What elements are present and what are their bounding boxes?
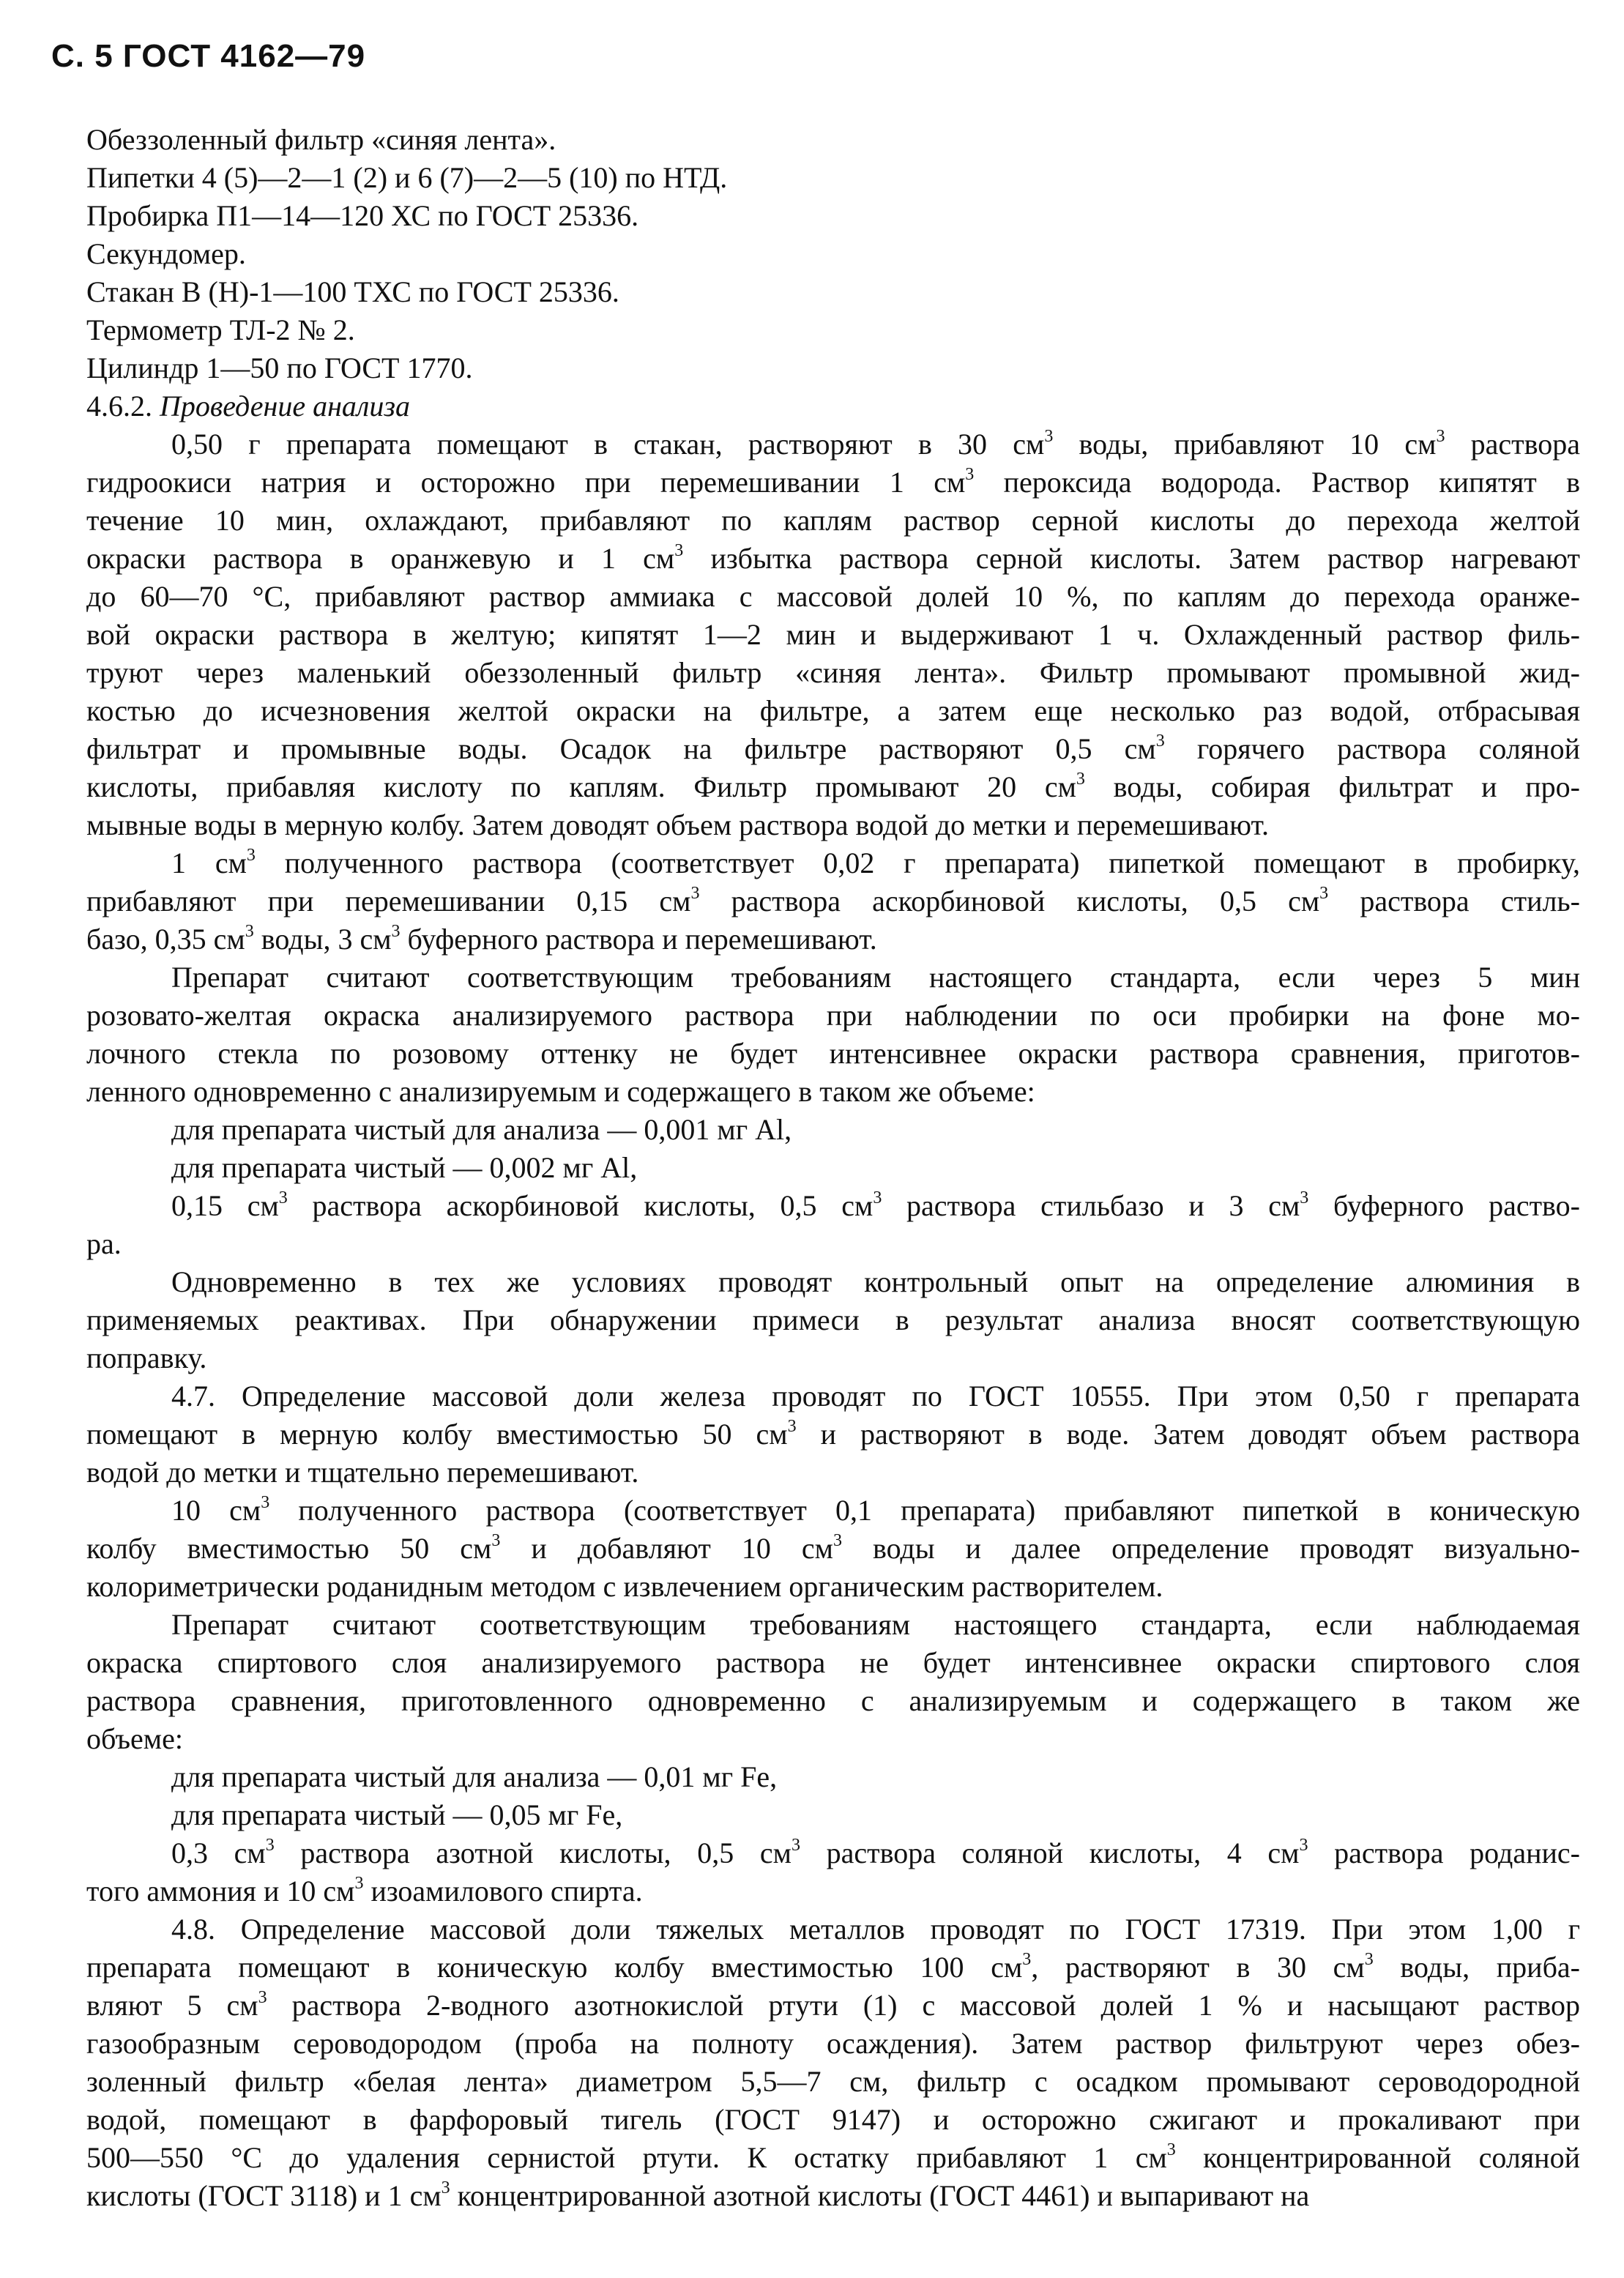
page-header: С. 5 ГОСТ 4162—79 bbox=[51, 38, 366, 74]
text-line: Препарат считают соответствующим требованиям настоящего стандарта, если через 5 мин bbox=[171, 961, 1580, 994]
equipment-item: Стакан В (Н)-1—100 ТХС по ГОСТ 25336. bbox=[86, 275, 619, 308]
section-title: Проведение анализа bbox=[160, 390, 410, 423]
superscript: 3 bbox=[1319, 884, 1329, 904]
superscript: 3 bbox=[491, 1531, 501, 1551]
section-number: 4.6.2. bbox=[86, 390, 152, 423]
text-line: кислоты (ГОСТ 3118) и 1 $см^3$ концентрированной азотной кислоты (ГОСТ 4461) и выпаривают на bbox=[86, 2178, 1310, 2212]
text-line: объеме: bbox=[86, 1722, 183, 1755]
superscript: 3 bbox=[245, 922, 254, 942]
section-heading-4-6-2 bbox=[86, 387, 1580, 425]
superscript: 3 bbox=[1155, 732, 1165, 751]
text-line: вляют 5 $см^3$ раствора 2-водного азотнокислой ртути (1) с массовой долей 1 % и насыщают раствор bbox=[86, 1988, 1580, 2022]
text-line: течение 10 мин, охлаждают, прибавляют по каплям раствор серной кислоты до перехода желтой bbox=[86, 504, 1580, 537]
text-line: лочного стекла по розовому оттенку не будет интенсивнее окраски раствора сравнения, приготов- bbox=[86, 1037, 1580, 1070]
superscript: 3 bbox=[787, 1417, 797, 1437]
superscript: 3 bbox=[1022, 1950, 1032, 1970]
text-line: мывные воды в мерную колбу. Затем доводят объем раствора водой до метки и перемешивают. bbox=[86, 808, 1269, 841]
paragraph-criteria-al bbox=[86, 959, 1580, 1111]
list-fe-limits bbox=[86, 1758, 1580, 1834]
text-line: прибавляют при перемешивании 0,15 $см^3$ раствора аскорбиновой кислоты, 0,5 $см^3$ раствора стиль- bbox=[86, 884, 1580, 917]
text-line: костью до исчезновения желтой окраски на фильтре, а затем еще несколько раз водой, отбрасывая bbox=[86, 694, 1580, 727]
paragraph-reagents bbox=[86, 844, 1580, 959]
equipment-item: Цилиндр 1—50 по ГОСТ 1770. bbox=[86, 351, 473, 384]
superscript: 3 bbox=[873, 1188, 882, 1208]
superscript: 3 bbox=[791, 1836, 800, 1855]
superscript: 3 bbox=[1044, 427, 1054, 447]
paragraph-control bbox=[86, 1263, 1580, 1377]
superscript: 3 bbox=[1076, 770, 1085, 789]
text-line: 1 $см^3$ полученного раствора (соответствует 0,02 г препарата) пипеткой помещают в пробирку, bbox=[171, 846, 1580, 879]
paragraph-analysis bbox=[86, 425, 1580, 844]
text-line: 0,15 $см^3$ раствора аскорбиновой кислоты, 0,5 $см^3$ раствора стильбазо и 3 $см^3$ буферного раство- bbox=[171, 1188, 1580, 1222]
list-al-limits bbox=[86, 1111, 1580, 1187]
paragraph-criteria-fe bbox=[86, 1606, 1580, 1758]
superscript: 3 bbox=[1300, 1188, 1309, 1208]
text-line: для препарата чистый — 0,002 мг Al, bbox=[171, 1151, 638, 1184]
superscript: 3 bbox=[1166, 2140, 1176, 2160]
equipment-item: Пипетки 4 (5)—2—1 (2) и 6 (7)—2—5 (10) по НТД. bbox=[86, 161, 728, 194]
text-line: гидроокиси натрия и осторожно при перемешивании 1 $см^3$ пероксида водорода. Раствор кипятят в bbox=[86, 465, 1580, 499]
equipment-list bbox=[86, 121, 1580, 387]
text-line: окраски раствора в оранжевую и 1 $см^3$ избытка раствора серной кислоты. Затем раствор нагревают bbox=[86, 541, 1581, 575]
superscript: 3 bbox=[278, 1188, 288, 1208]
text-line: 4.7. Определение массовой доли железа проводят по ГОСТ 10555. При этом 0,50 г препарата bbox=[171, 1380, 1580, 1412]
superscript: 3 bbox=[965, 465, 975, 485]
text-line: вой окраски раствора в желтую; кипятят 1—2 мин и выдерживают 1 ч. Охлажденный раствор филь- bbox=[86, 618, 1580, 651]
text-line: базо, 0,35 $см^3$ воды, 3 $см^3$ буферного раствора и перемешивают. bbox=[86, 922, 877, 956]
superscript: 3 bbox=[1364, 1950, 1374, 1970]
text-line: до 60—70 °С, прибавляют раствор аммиака с массовой долей 10 %, по каплям до перехода оранже- bbox=[86, 580, 1580, 613]
text-line: ленного одновременно с анализируемым и содержащего в таком же объеме: bbox=[86, 1075, 1035, 1108]
text-line: раствора сравнения, приготовленного одновременно с анализируемым и содержащего в таком же bbox=[86, 1684, 1580, 1717]
text-line: золенный фильтр «белая лента» диаметром 5,5—7 см, фильтр с осадком промывают сероводородной bbox=[86, 2065, 1580, 2098]
text-line: 0,50 г препарата помещают в стакан, растворяют в 30 $см^3$ воды, прибавляют 10 $см^3$ раствора bbox=[171, 427, 1581, 461]
paragraph-iron-procedure bbox=[86, 1492, 1580, 1606]
equipment-item: Секундомер. bbox=[86, 237, 246, 270]
text-line: водой, помещают в фарфоровый тигель (ГОСТ 9147) и осторожно сжигают и прокаливают при bbox=[86, 2103, 1580, 2136]
text-line: колбу вместимостью 50 $см^3$ и добавляют 10 $см^3$ воды и далее определение проводят визуально- bbox=[86, 1531, 1580, 1565]
superscript: 3 bbox=[674, 541, 684, 561]
text-line: ра. bbox=[86, 1227, 122, 1260]
superscript: 3 bbox=[441, 2178, 450, 2198]
equipment-item: Термометр ТЛ-2 № 2. bbox=[86, 313, 355, 346]
equipment-item: Пробирка П1—14—120 ХС по ГОСТ 25336. bbox=[86, 199, 639, 232]
paragraph-4-8 bbox=[86, 1910, 1580, 2215]
paragraph-al-tail bbox=[86, 1187, 1580, 1263]
text-line: 4.8. Определение массовой доли тяжелых металлов проводят по ГОСТ 17319. При этом 1,00 г bbox=[171, 1913, 1580, 1946]
text-line: применяемых реактивах. При обнаружении примеси в результат анализа вносят соответствующую bbox=[86, 1303, 1580, 1336]
text-line: окраска спиртового слоя анализируемого раствора не будет интенсивнее окраски спиртового слоя bbox=[86, 1646, 1580, 1679]
text-line: водой до метки и тщательно перемешивают. bbox=[86, 1456, 639, 1489]
text-line: 500—550 °С до удаления сернистой ртути. К остатку прибавляют 1 $см^3$ концентрированной соляной bbox=[86, 2140, 1580, 2174]
text-line: того аммония и 10 $см^3$ изоамилового спирта. bbox=[86, 1874, 643, 1907]
text-line: для препарата чистый — 0,05 мг Fe, bbox=[171, 1798, 623, 1831]
text-line: труют через маленький обеззоленный фильтр «синяя лента». Фильтр промывают промывной жид- bbox=[86, 656, 1580, 689]
text-line: розовато-желтая окраска анализируемого раствора при наблюдении по оси пробирки на фоне мо- bbox=[86, 999, 1580, 1032]
text-line: газообразным сероводородом (проба на полноту осаждения). Затем раствор фильтруют через обез- bbox=[86, 2027, 1580, 2060]
text-line: препарата помещают в коническую колбу вместимостью 100 $см^3$, растворяют в 30 $см^3$ воды, приба- bbox=[86, 1950, 1581, 1984]
text-line: поправку. bbox=[86, 1341, 207, 1374]
text-line: фильтрат и промывные воды. Осадок на фильтре растворяют 0,5 $см^3$ горячего раствора соляной bbox=[86, 732, 1580, 765]
text-line: кислоты, прибавляя кислоту по каплям. Фильтр промывают 20 $см^3$ воды, собирая фильтрат и про- bbox=[86, 770, 1580, 803]
equipment-item: Обеззоленный фильтр «синяя лента». bbox=[86, 123, 556, 156]
text-line: 0,3 $см^3$ раствора азотной кислоты, 0,5 $см^3$ раствора соляной кислоты, 4 $см^3$ раствора роданис- bbox=[171, 1836, 1581, 1869]
superscript: 3 bbox=[258, 1988, 267, 2008]
superscript: 3 bbox=[354, 1874, 364, 1894]
superscript: 3 bbox=[246, 846, 256, 866]
text-line: помещают в мерную колбу вместимостью 50 $см^3$ и растворяют в воде. Затем доводят объем раствора bbox=[86, 1417, 1580, 1451]
text-line: колориметрически роданидным методом с извлечением органическим растворителем. bbox=[86, 1570, 1163, 1603]
superscript: 3 bbox=[265, 1836, 275, 1855]
superscript: 3 bbox=[833, 1531, 842, 1551]
superscript: 3 bbox=[391, 922, 401, 942]
superscript: 3 bbox=[261, 1493, 270, 1513]
text-line: Одновременно в тех же условиях проводят контрольный опыт на определение алюминия в bbox=[171, 1265, 1580, 1298]
paragraph-4-7 bbox=[86, 1377, 1580, 1492]
text-line: для препарата чистый для анализа — 0,001 мг Al, bbox=[171, 1113, 792, 1146]
superscript: 3 bbox=[1436, 427, 1445, 447]
superscript: 3 bbox=[690, 884, 700, 904]
text-line: для препарата чистый для анализа — 0,01 мг Fe, bbox=[171, 1760, 778, 1793]
paragraph-fe-tail bbox=[86, 1834, 1580, 1910]
superscript: 3 bbox=[1299, 1836, 1308, 1855]
text-line: Препарат считают соответствующим требованиям настоящего стандарта, если наблюдаемая bbox=[171, 1608, 1580, 1641]
document-body bbox=[86, 121, 1580, 2215]
text-line: 10 $см^3$ полученного раствора (соответствует 0,1 препарата) прибавляют пипеткой в коническую bbox=[171, 1493, 1580, 1527]
